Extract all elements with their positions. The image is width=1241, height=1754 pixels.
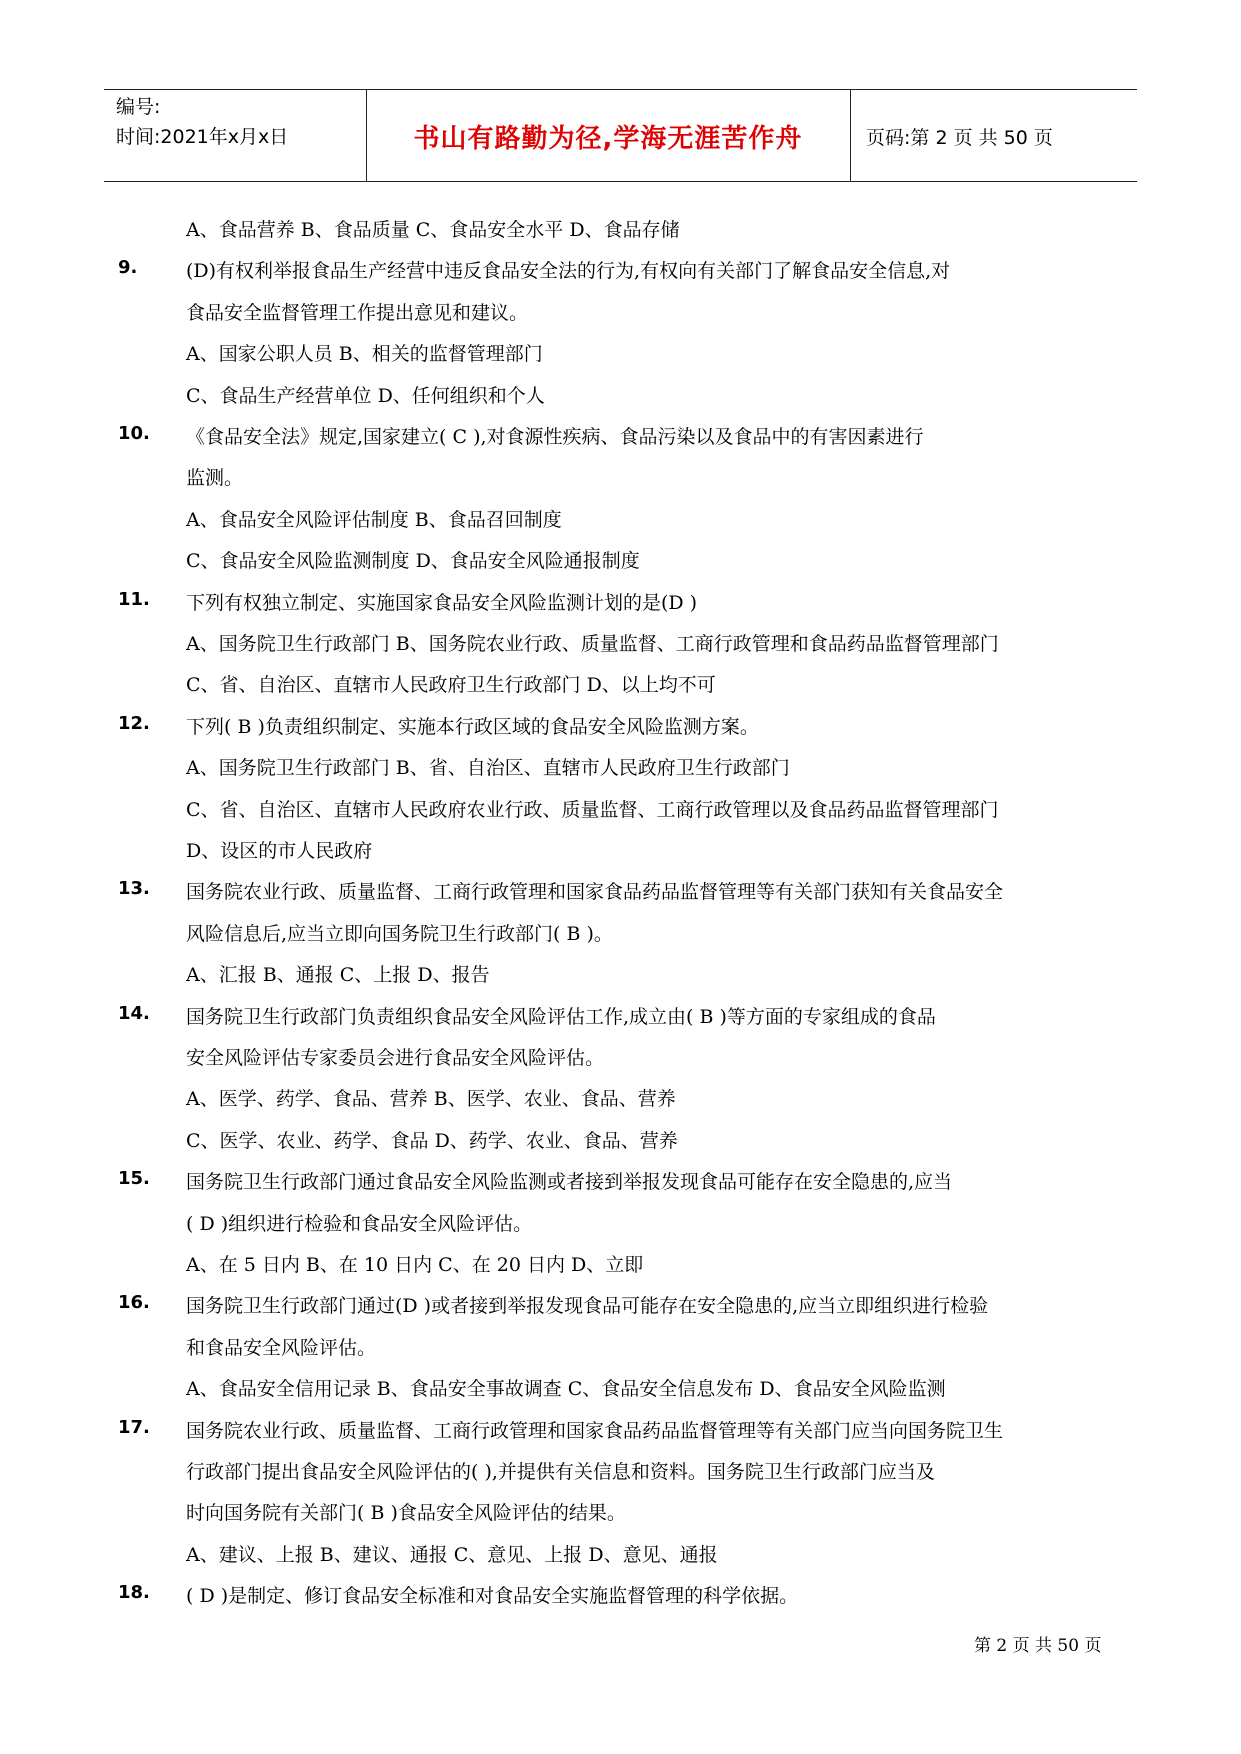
question-line: C、食品生产经营单位 D、任何组织和个人 [186, 385, 545, 407]
time-label: 时间:2021年x月x日 [116, 126, 289, 148]
question-number: 10. [118, 423, 150, 444]
question-text: 国务院卫生行政部门通过食品安全风险监测或者接到举报发现食品可能存在安全隐患的,应当 [186, 1171, 953, 1193]
question-line: 时向国务院有关部门( B )食品安全风险评估的结果。 [186, 1502, 626, 1524]
question-text: ( D )是制定、修订食品安全标准和对食品安全实施监督管理的科学依据。 [186, 1585, 799, 1607]
page-footer: 第 2 页 共 50 页 [974, 1636, 1102, 1656]
page-info: 页码:第 2 页 共 50 页 [866, 127, 1053, 149]
question-number: 12. [118, 713, 150, 734]
question-number: 14. [118, 1003, 150, 1024]
question-line: A、国务院卫生行政部门 B、省、自治区、直辖市人民政府卫生行政部门 [186, 757, 790, 779]
slogan: 书山有路勤为径,学海无涯苦作舟 [413, 124, 803, 154]
question-line: A、在 5 日内 B、在 10 日内 C、在 20 日内 D、立即 [186, 1254, 644, 1276]
question-text: 下列有权独立制定、实施国家食品安全风险监测计划的是(D ) [186, 592, 698, 614]
question-line: A、国家公职人员 B、相关的监督管理部门 [186, 343, 543, 365]
question-number: 15. [118, 1168, 150, 1189]
question-line: A、建议、上报 B、建议、通报 C、意见、上报 D、意见、通报 [186, 1544, 718, 1566]
question-line: 食品安全监督管理工作提出意见和建议。 [186, 302, 529, 324]
question-line: A、食品营养 B、食品质量 C、食品安全水平 D、食品存储 [186, 219, 680, 241]
question-line: C、省、自治区、直辖市人民政府农业行政、质量监督、工商行政管理以及食品药品监督管理部门 [186, 799, 999, 821]
question-line: 监测。 [186, 467, 244, 489]
question-line: A、食品安全信用记录 B、食品安全事故调查 C、食品安全信息发布 D、食品安全风险监测 [186, 1378, 946, 1400]
question-line: A、国务院卫生行政部门 B、国务院农业行政、质量监督、工商行政管理和食品药品监督管理部门 [186, 633, 999, 655]
question-number: 16. [118, 1292, 150, 1313]
question-line: A、食品安全风险评估制度 B、食品召回制度 [186, 509, 562, 531]
question-line: C、食品安全风险监测制度 D、食品安全风险通报制度 [186, 550, 640, 572]
question-number: 11. [118, 589, 150, 610]
question-number: 9. [118, 257, 138, 278]
question-text: 《食品安全法》规定,国家建立( C ),对食源性疾病、食品污染以及食品中的有害因素进行 [186, 426, 924, 448]
question-text: 国务院农业行政、质量监督、工商行政管理和国家食品药品监督管理等有关部门获知有关食品安全 [186, 881, 1004, 903]
question-number: 13. [118, 878, 150, 899]
question-number: 18. [118, 1582, 150, 1603]
question-number: 17. [118, 1417, 150, 1438]
number-label: 编号: [116, 96, 161, 118]
question-line: A、汇报 B、通报 C、上报 D、报告 [186, 964, 490, 986]
question-text: (D)有权利举报食品生产经营中违反食品安全法的行为,有权向有关部门了解食品安全信息,对 [186, 260, 951, 282]
question-line: 和食品安全风险评估。 [186, 1337, 377, 1359]
question-line: A、医学、药学、食品、营养 B、医学、农业、食品、营养 [186, 1088, 676, 1110]
question-text: 下列( B )负责组织制定、实施本行政区域的食品安全风险监测方案。 [186, 716, 759, 738]
question-text: 国务院卫生行政部门负责组织食品安全风险评估工作,成立由( B )等方面的专家组成的食品 [186, 1006, 936, 1028]
question-line: 风险信息后,应当立即向国务院卫生行政部门( B )。 [186, 923, 613, 945]
question-line: D、设区的市人民政府 [186, 840, 373, 862]
page-header [104, 89, 1137, 182]
question-text: 国务院农业行政、质量监督、工商行政管理和国家食品药品监督管理等有关部门应当向国务院卫生 [186, 1420, 1004, 1442]
question-line: 行政部门提出食品安全风险评估的( ),并提供有关信息和资料。国务院卫生行政部门应当及 [186, 1461, 935, 1483]
header-divider [850, 90, 851, 181]
question-text: 国务院卫生行政部门通过(D )或者接到举报发现食品可能存在安全隐患的,应当立即组织进行检验 [186, 1295, 989, 1317]
question-line: C、省、自治区、直辖市人民政府卫生行政部门 D、以上均不可 [186, 674, 716, 696]
question-line: C、医学、农业、药学、食品 D、药学、农业、食品、营养 [186, 1130, 678, 1152]
question-line: ( D )组织进行检验和食品安全风险评估。 [186, 1213, 533, 1235]
header-meta [116, 92, 288, 152]
question-line: 安全风险评估专家委员会进行食品安全风险评估。 [186, 1047, 605, 1069]
